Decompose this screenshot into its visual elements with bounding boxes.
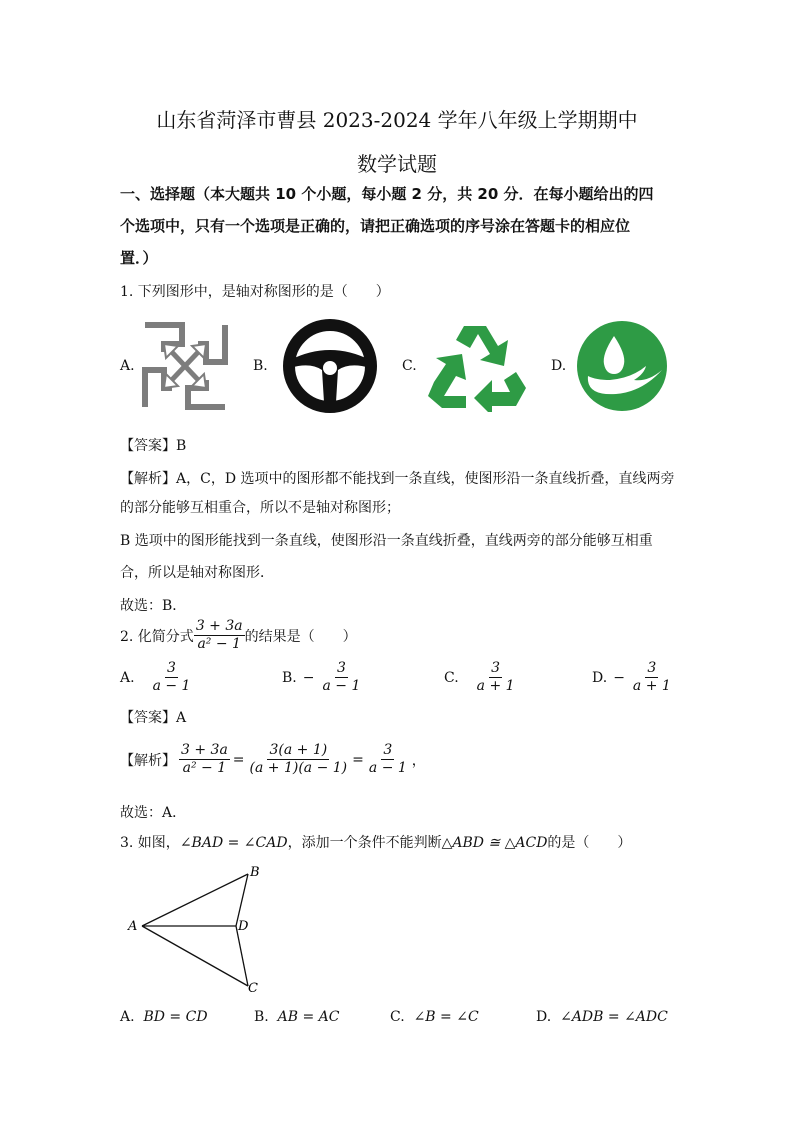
q1-option-d-label: D. [551, 358, 567, 374]
q3-option-b: B. AB = AC [254, 1009, 340, 1025]
section-heading-line3: 置．） [120, 249, 158, 267]
page-subtitle: 数学试题 [357, 152, 437, 176]
q2-conclusion: 故选：A． [120, 805, 187, 821]
segment-ac [142, 926, 248, 986]
label-c: C [248, 981, 258, 996]
q2-option-a: A. $\frac{3}{a - 1}$ [120, 660, 191, 694]
arrows-square-icon [142, 322, 228, 410]
q1-answer: 【答案】B [120, 438, 187, 454]
q1-option-b-label: B. [253, 358, 268, 374]
section-heading-line1: 一、选择题（本大题共 10 个小题，每小题 2 分，共 20 分．在每小题给出的四 [120, 185, 654, 203]
q3-triangle-figure [120, 862, 270, 998]
water-drop-logo-icon [576, 320, 668, 412]
q1-option-c-label: C. [402, 358, 417, 374]
label-d: D [238, 919, 249, 934]
q1-option-a-label: A. [120, 358, 135, 374]
section-heading-line2: 个选项中，只有一个选项是正确的，请把正确选项的序号涂在答题卡的相应位 [120, 217, 631, 235]
q1-stem: 1. 下列图形中，是轴对称图形的是（ ） [120, 284, 390, 300]
segment-ab [142, 874, 248, 926]
q2-stem: 2. 化简分式 $\frac{3 + 3a}{\text{a² − 1}}$ 的结果是（ ） [120, 618, 357, 652]
q1-analysis-line1: 【解析】A，C，D 选项中的图形都不能找到一条直线，使图形沿一条直线折叠，直线两旁 [120, 471, 675, 487]
steering-wheel-icon [280, 318, 380, 414]
q2-option-d: D. − $\frac{3}{a + 1}$ [592, 660, 671, 694]
q3-option-a: A. BD = CD [120, 1009, 208, 1025]
q1-analysis-line4: 合，所以是轴对称图形． [120, 565, 274, 581]
label-b: B [250, 865, 260, 880]
q1-analysis-line3: B 选项中的图形能找到一条直线，使图形沿一条直线折叠，直线两旁的部分能够互相重 [120, 533, 653, 549]
recycle-icon [426, 320, 530, 412]
q3-option-d: D. ∠ADB = ∠ADC [536, 1009, 668, 1025]
q2-option-c: C. $\frac{3}{a + 1}$ [444, 660, 515, 694]
q3-stem: 3. 如图，∠BAD = ∠CAD，添加一个条件不能判断△ABD ≅ △ACD的是（ ） [120, 835, 632, 851]
page-title: 山东省菏泽市曹县 2023-2024 学年八年级上学期期中 [156, 108, 638, 132]
q2-answer: 【答案】A [120, 710, 187, 726]
q1-conclusion: 故选：B． [120, 598, 187, 614]
segment-dc [236, 926, 248, 986]
q2-option-b: B. − $\frac{3}{a - 1}$ [282, 660, 361, 694]
label-a: A [128, 919, 138, 934]
q1-analysis-line2: 的部分能够互相重合，所以不是轴对称图形； [120, 500, 400, 516]
q2-stem-fraction: $\frac{3 + 3a}{\text{a² − 1}}$ [195, 618, 243, 652]
q2-analysis: 【解析】 $\frac{3 + 3a}{\text{a² − 1}}$ = $\frac{3(a + 1)}{(a + 1)(a - 1)}$ = $\frac{3}{a - 1}$ ， [120, 742, 426, 776]
q3-option-c: C. ∠B = ∠C [390, 1009, 479, 1025]
